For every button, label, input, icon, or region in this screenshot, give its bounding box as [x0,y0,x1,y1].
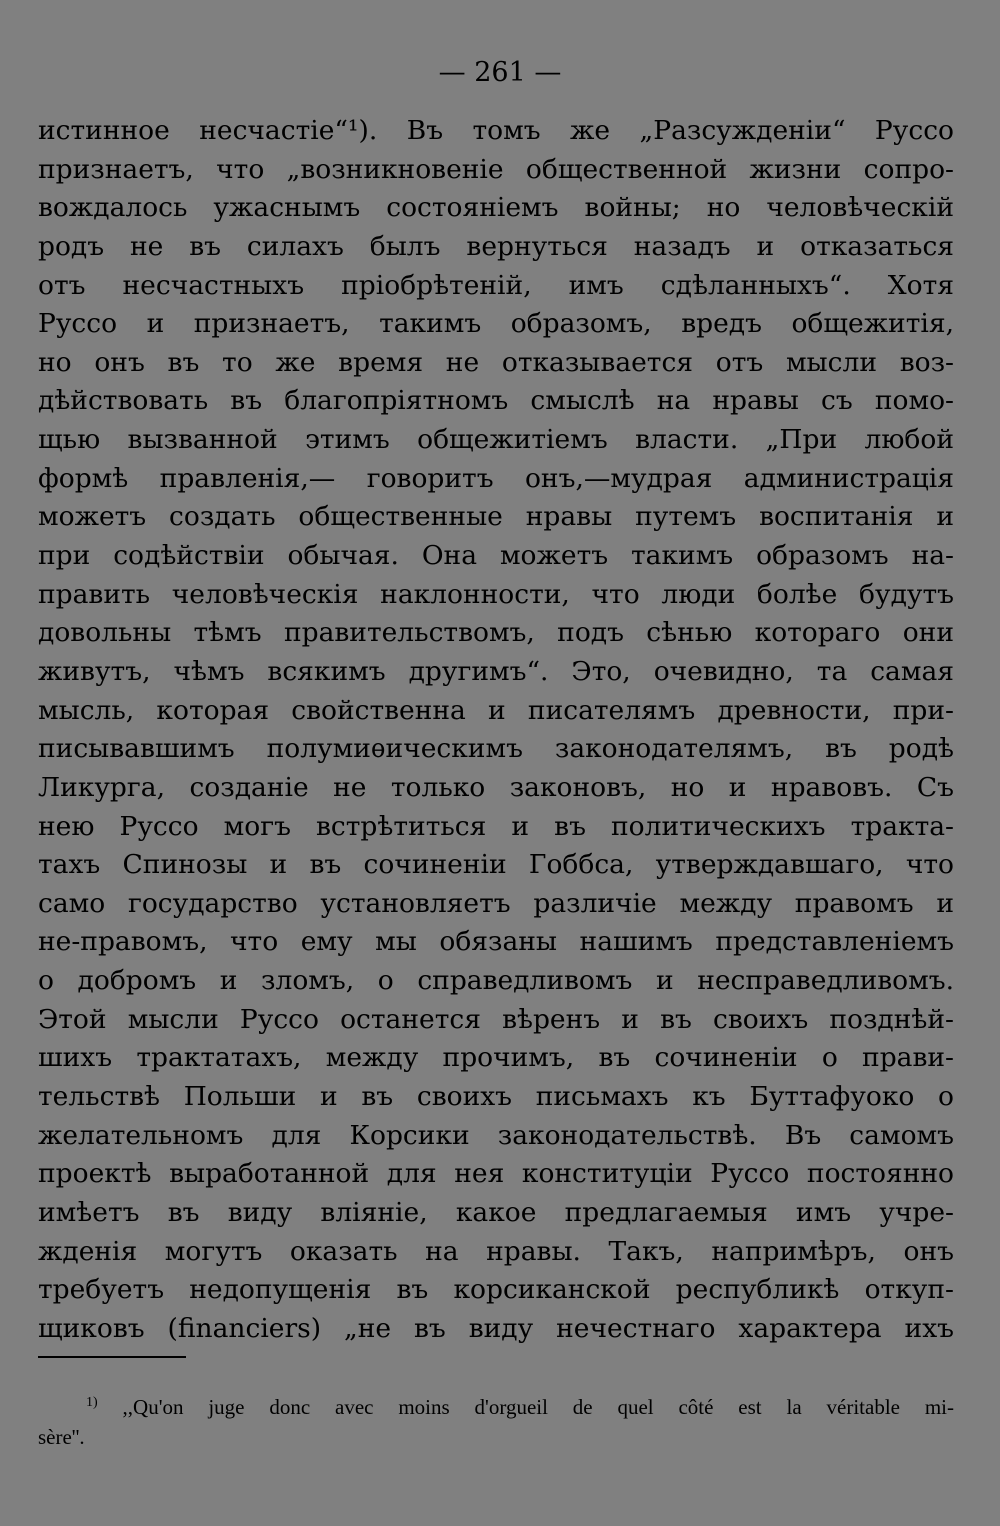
footnote-line: sère''. [38,1425,85,1449]
text-line: дѣйствовать въ благопріятномъ смыслѣ на нравы съ помо- [38,385,954,417]
text-line: довольны тѣмъ правительствомъ, подъ сѣнью котораго они [38,617,954,649]
text-line: шихъ трактатахъ, между прочимъ, въ сочиненіи о прави- [38,1042,954,1074]
footnote-text: ,,Qu'on juge donc avec moins d'orgueil de quel côté est la véritable mi- [122,1395,954,1419]
body-text [38,112,954,1349]
text-line: при содѣйствіи обычая. Она можетъ такимъ образомъ на- [38,540,954,572]
footnote [38,1392,954,1452]
text-line: Руссо и признаетъ, такимъ образомъ, вредъ общежитія, [38,308,954,340]
footnote-separator [38,1356,186,1358]
text-line: вождалось ужаснымъ состояніемъ войны; но человѣческій [38,192,954,224]
footnote-marker: 1) [86,1395,98,1410]
text-line: отъ несчастныхъ пріобрѣтеній, имъ сдѣланныхъ“. Хотя [38,269,954,301]
text-line: признаетъ, что „возникновеніе общественной жизни сопро- [38,153,954,185]
text-line: мысль, которая свойственна и писателямъ древности, при- [38,694,954,726]
text-line: писывавшимъ полумиѳическимъ законодателямъ, въ родѣ [38,733,954,765]
text-line: нею Руссо могъ встрѣтиться и въ политическихъ тракта- [38,810,954,842]
text-line: проектѣ выработанной для нея конституціи Руссо постоянно [38,1158,954,1190]
footnote-line [38,1392,954,1422]
text-line: жденія могутъ оказать на нравы. Такъ, напримѣръ, онъ [38,1235,954,1267]
text-line: имѣетъ въ виду вліяніе, какое предлагаемыя имъ учре- [38,1196,954,1228]
text-line: щью вызванной этимъ общежитіемъ власти. „При любой [38,424,954,456]
text-line: живутъ, чѣмъ всякимъ другимъ“. Это, очевидно, та самая [38,655,954,687]
text-line: желательномъ для Корсики законодательствѣ. Въ самомъ [38,1119,954,1151]
text-line: тахъ Спинозы и въ сочиненіи Гоббса, утверждавшаго, что [38,849,954,881]
text-line: Ликурга, созданіе не только законовъ, но и нравовъ. Съ [38,771,954,803]
text-line: не-правомъ, что ему мы обязаны нашимъ представленіемъ [38,926,954,958]
text-line: править человѣческія наклонности, что люди болѣе будутъ [38,578,954,610]
text-line: родъ не въ силахъ былъ вернуться назадъ и отказаться [38,230,954,262]
text-line: требуетъ недопущенія въ корсиканской республикѣ откуп- [38,1274,954,1306]
text-line: формѣ правленія,— говоритъ онъ,—мудрая администрація [38,462,954,494]
text-line: щиковъ (financiers) „не въ виду нечестнаго характера ихъ [38,1312,954,1344]
text-line: но онъ въ то же время не отказывается отъ мысли воз- [38,346,954,378]
text-line: истинное несчастіе“¹). Въ томъ же „Разсужденіи“ Руссо [38,115,954,146]
text-line: можетъ создать общественные нравы путемъ воспитанія и [38,501,954,533]
text-line: само государство установляетъ различіе между правомъ и [38,887,954,919]
text-line: Этой мысли Руссо останется вѣренъ и въ своихъ позднѣй- [38,1003,954,1035]
text-line: о добромъ и зломъ, о справедливомъ и несправедливомъ. [38,965,954,997]
page-number: — 261 — [438,57,562,88]
text-line: тельствѣ Польши и въ своихъ письмахъ къ Буттафуоко о [38,1081,954,1113]
